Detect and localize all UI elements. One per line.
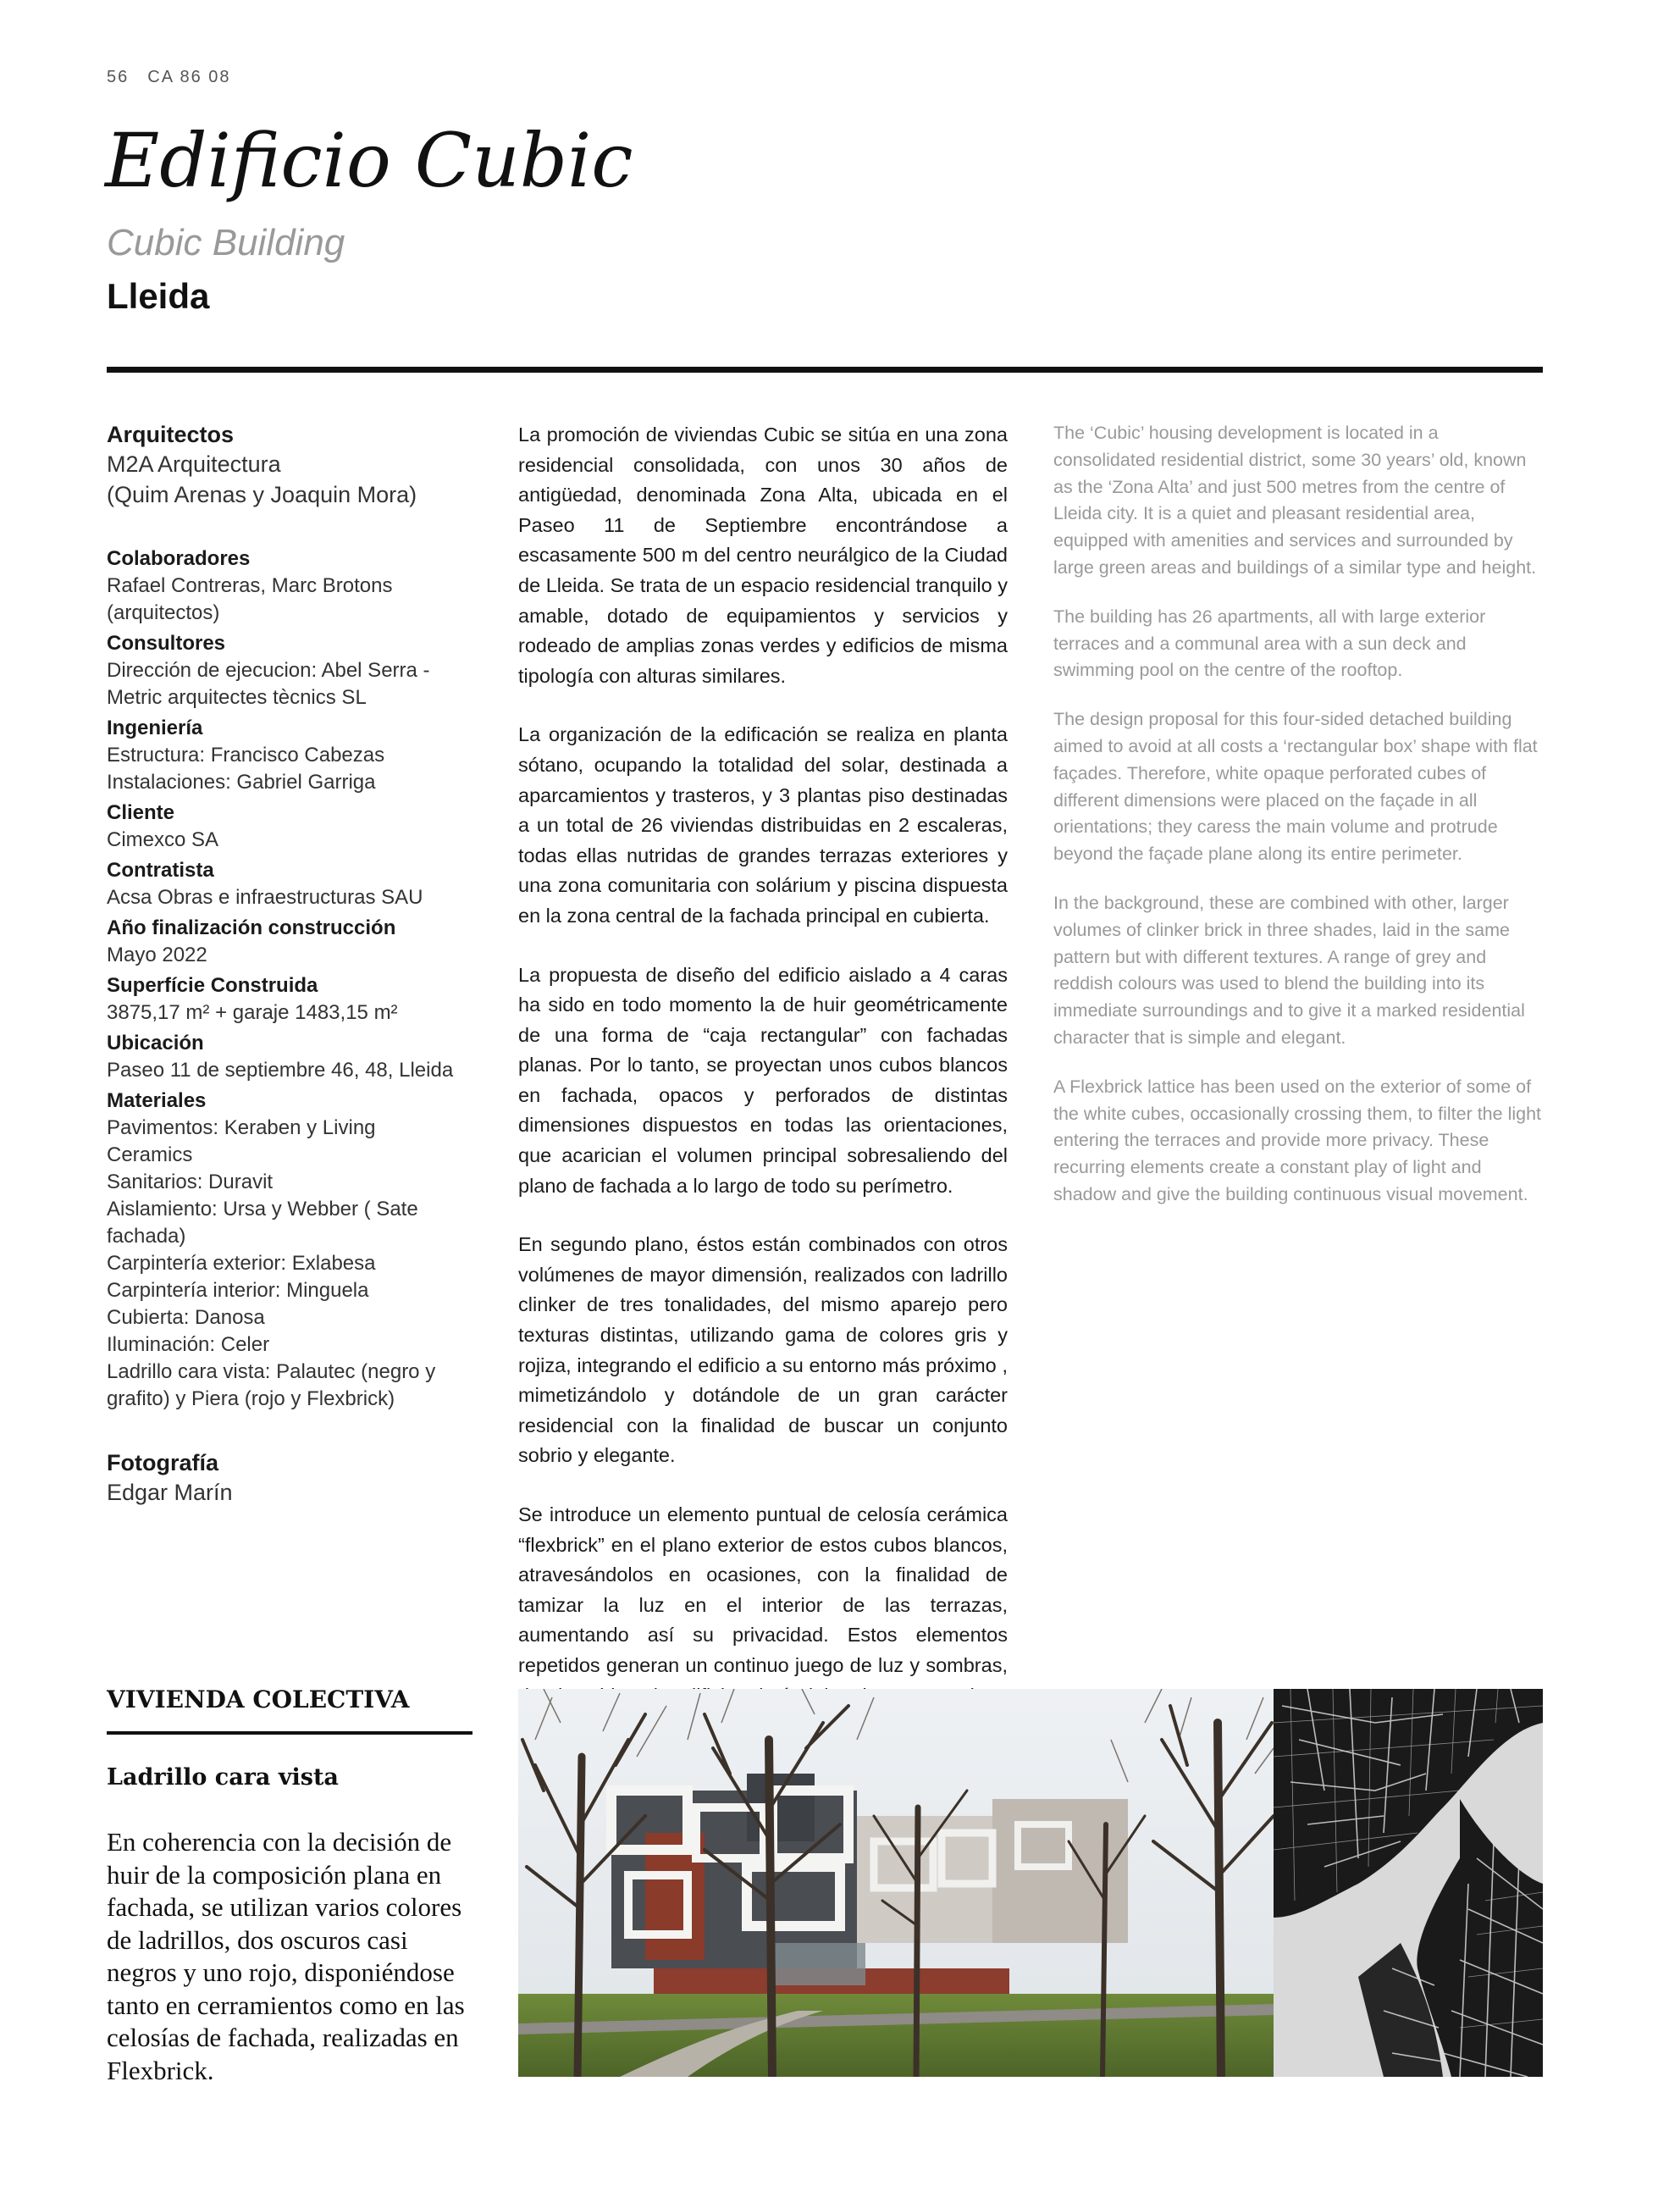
photographer-name: Edgar Marín	[107, 1480, 233, 1505]
credit-line: 3875,17 m² + garaje 1483,15 m²	[107, 1001, 398, 1024]
credit-line: Acsa Obras e infraestructuras SAU	[107, 886, 423, 909]
paragraph-en: The building has 26 apartments, all with large exterior terraces and a communal area with a sun deck and swimming pool on the centre of the rooftop.	[1053, 606, 1486, 681]
city-label: Lleida	[107, 276, 210, 316]
paragraph-es: En segundo plano, éstos están combinados con otros volúmenes de mayor dimensión, realizados con ladrillo clinker de tres tonalidades, del mismo aparejo pero texturas distintas, utilizando gama de colores gris y rojiza, integrando el edificio a su entorno más próximo , mimetizándolo y dotándole de un gran carácter residencial con la finalidad de buscar un conjunto sobrio y elegante.	[518, 1233, 1008, 1467]
credit-heading: Año finalización construcción	[107, 916, 396, 939]
credit-line: grafito) y Piera (rojo y Flexbrick)	[107, 1387, 395, 1410]
folio	[107, 68, 250, 87]
credit-line: Cimexco SA	[107, 828, 219, 851]
body-text-spanish	[518, 420, 1008, 1770]
credit-line: fachada)	[107, 1225, 186, 1248]
paragraph-en: In the background, these are combined with other, larger volumes of clinker brick in three shades, laid in the same pattern but with different textures. A range of grey and reddish colours was used to blend the building into its immediate surroundings and to give it a marked residential character that is simple and elegant.	[1053, 892, 1525, 1048]
credit-line: Instalaciones: Gabriel Garriga	[107, 771, 376, 794]
credit-line: Metric arquitectes tècnics SL	[107, 686, 367, 709]
credit-line: Estructura: Francisco Cabezas	[107, 744, 385, 767]
credit-heading: Superfície Construida	[107, 974, 318, 997]
credit-line: Paseo 11 de septiembre 46, 48, Lleida	[107, 1059, 454, 1082]
paragraph-es: La promoción de viviendas Cubic se sitúa en una zona residencial consolidada, con unos 30 años de antigüedad, denominada Zona Alta, ubicada en el Paseo 11 de Septiembre encontrándose a escasamente 500 m del centro neurálgico de la Ciudad de Lleida. Se trata de un espacio residencial tranquilo y amable, dotado de equipamientos y servicios y rodeado de amplias zonas verdes y edificios de misma tipología con alturas similares.	[518, 423, 1008, 687]
credit-line: Dirección de ejecucion: Abel Serra -	[107, 659, 430, 682]
credit-heading: Cliente	[107, 801, 175, 824]
credit-heading: Colaboradores	[107, 547, 251, 570]
paragraph-en: A Flexbrick lattice has been used on the exterior of some of the white cubes, occasionally crossing them, to filter the light entering the terraces and provide more privacy. These recurring elements create a constant play of light and shadow and give the building continuous visual movement.	[1053, 1076, 1542, 1204]
credit-heading: Contratista	[107, 859, 214, 882]
credit-line: (arquitectos)	[107, 601, 220, 624]
credit-line: Mayo 2022	[107, 944, 207, 966]
paragraph-en: The ‘Cubic’ housing development is located in a consolidated residential district, some 30 years’ old, known as the ‘Zona Alta’ and just 500 metres from the centre of Lleida city. It is a quiet and pleasant residential area, equipped with amenities and services and surrounded by large green areas and buildings of a similar type and height.	[1053, 423, 1537, 578]
issue-number: CA 86 08	[147, 68, 231, 86]
page-title: Edificio Cubic	[105, 117, 633, 204]
credit-heading: Consultores	[107, 632, 226, 655]
feature-text: En coherencia con la decisión de huir de la composición plana en fachada, se utilizan varios colores de ladrillos, dos oscuros casi negros y uno rojo, disponiéndose tanto en cerramientos como en las celosías de fachada, realizadas en Flexbrick.	[107, 1827, 465, 2085]
credit-line: Carpintería interior: Minguela	[107, 1279, 369, 1302]
credit-line: Rafael Contreras, Marc Brotons	[107, 574, 393, 597]
credit-line: Sanitarios: Duravit	[107, 1171, 274, 1193]
page-number: 56	[107, 68, 130, 86]
header-divider	[107, 367, 1543, 373]
feature-title: Ladrillo cara vista	[107, 1764, 339, 1791]
credit-heading: Materiales	[107, 1089, 207, 1112]
credit-line: Pavimentos: Keraben y Living	[107, 1116, 376, 1139]
credit-heading: Ingeniería	[107, 717, 203, 739]
building-photo-illustration	[518, 1689, 1274, 2077]
paragraph-en: The design proposal for this four-sided detached building aimed to avoid at all costs a ‘rectangular box’ shape with flat façades. Therefore, white opaque perforated cubes of different dimensions were placed on the façade in all orientations; they caress the main volume and protrude beyond the façade plane along its entire perimeter.	[1053, 709, 1538, 865]
credit-heading: Ubicación	[107, 1032, 204, 1054]
credit-line: Carpintería exterior: Exlabesa	[107, 1252, 376, 1275]
location-map-illustration	[1274, 1689, 1543, 2077]
paragraph-es: La organización de la edificación se realiza en planta sótano, ocupando la totalidad del solar, destinada a aparcamientos y trasteros, y 3 plantas piso destinadas a un total de 26 viviendas distribuidas en 2 escaleras, todas ellas nutridas de grandes terrazas exteriores y una zona comunitaria con solárium y piscina dispuesta en la zona central de la fachada principal en cubierta.	[518, 723, 1008, 927]
paragraph-es: La propuesta de diseño del edificio aislado a 4 caras ha sido en todo momento la de huir geométricamente de una forma de “caja rectangular” con fachadas planas. Por lo tanto, se proyectan unos cubos blancos en fachada, opacos y perforados de distintas dimensiones dispuestos en todas las orientaciones, que acarician el volumen principal sobresaliendo del plano de fachada a lo largo de todo su perímetro.	[518, 963, 1008, 1197]
paragraph-es: Se introduce un elemento puntual de celosía cerámica “flexbrick” en el plano exterior de estos cubos blancos, atravesándolos en ocasiones, con la finalidad de tamizar la luz en el interior de las terrazas, aumentando así su privacidad. Estos elementos repetidos generan un continuo juego de luz y sombras,	[518, 1503, 1008, 1676]
architects-heading: Arquitectos	[107, 422, 235, 447]
page-subtitle: Cubic Building	[107, 222, 345, 263]
credit-line: Aislamiento: Ursa y Webber ( Sate	[107, 1198, 418, 1221]
architects-line: M2A Arquitectura	[107, 451, 281, 477]
credit-line: Ceramics	[107, 1143, 193, 1166]
section-title: VIVIENDA COLECTIVA	[107, 1686, 410, 1713]
credit-line: Ladrillo cara vista: Palautec (negro y	[107, 1360, 436, 1383]
architects-line: (Quim Arenas y Joaquin Mora)	[107, 482, 417, 507]
body-text-english	[1053, 420, 1543, 1231]
photography-heading: Fotografía	[107, 1450, 218, 1475]
building-photo	[518, 1689, 1274, 2077]
credit-line: Iluminación: Celer	[107, 1333, 270, 1356]
location-map	[1274, 1689, 1543, 2077]
section-divider	[107, 1731, 472, 1735]
credits-column	[107, 420, 496, 1508]
credit-line: Cubierta: Danosa	[107, 1306, 265, 1329]
